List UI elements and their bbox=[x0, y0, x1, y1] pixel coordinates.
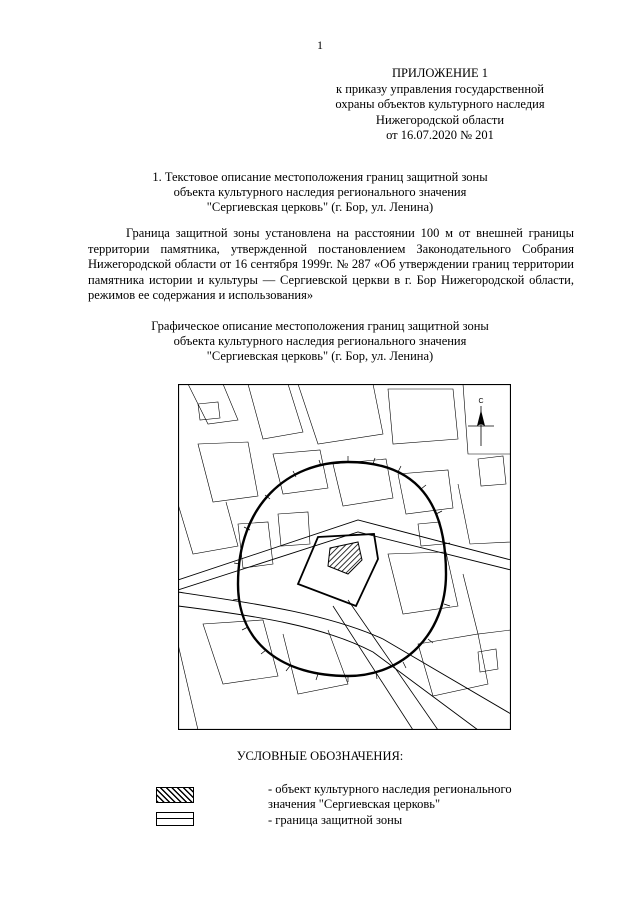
legend-text-line: - граница защитной зоны bbox=[268, 813, 403, 827]
north-label: С bbox=[478, 398, 484, 405]
site-map-drawing bbox=[178, 384, 511, 730]
appendix-header bbox=[330, 66, 550, 144]
description-paragraph: Граница защитной зоны установлена на расстоянии 100 м от внешней границы территории памятника, утвержденной постановлением Законодательного Собрания Нижегородской области от 16 сентября 1999г. № 287 «Об утверждении границ территории памятника истории и культуры — Сергиевской церкви в г. Бор Нижегородской области, режимов ее содержания и использования» bbox=[88, 226, 574, 302]
section-title-line: объекта культурного наследия регионального значения bbox=[173, 185, 467, 199]
legend-text-line: значения "Сергиевская церковь" bbox=[268, 797, 441, 811]
graphic-title-line: Графическое описание местоположения границ защитной зоны bbox=[151, 319, 489, 333]
section-title-line: "Сергиевская церковь" (г. Бор, ул. Ленина) bbox=[206, 200, 434, 214]
legend-title: УСЛОВНЫЕ ОБОЗНАЧЕНИЯ: bbox=[236, 749, 404, 763]
appendix-line: Нижегородской области bbox=[375, 112, 505, 127]
legend-text bbox=[268, 782, 568, 812]
graphic-title-line: "Сергиевская церковь" (г. Бор, ул. Ленина) bbox=[206, 349, 434, 363]
appendix-line: охраны объектов культурного наследия bbox=[335, 97, 545, 111]
graphic-title-line: объекта культурного наследия регионального значения bbox=[173, 334, 467, 348]
appendix-line: к приказу управления государственной bbox=[336, 81, 544, 96]
legend-text-line: - объект культурного наследия регионального bbox=[268, 782, 512, 796]
appendix-date: от 16.07.2020 № 201 bbox=[386, 128, 494, 142]
legend-swatch-boundary-line bbox=[156, 818, 194, 819]
legend-swatch-hatched bbox=[156, 787, 194, 803]
section-title-line: 1. Текстовое описание местоположения границ защитной зоны bbox=[152, 170, 488, 184]
legend-text bbox=[268, 813, 568, 828]
legend-swatch-boundary bbox=[156, 812, 194, 826]
page-number: 1 bbox=[317, 38, 323, 52]
appendix-title: ПРИЛОЖЕНИЕ 1 bbox=[391, 66, 489, 80]
site-map bbox=[178, 384, 511, 730]
section-title bbox=[0, 170, 640, 215]
graphic-title bbox=[0, 319, 640, 364]
